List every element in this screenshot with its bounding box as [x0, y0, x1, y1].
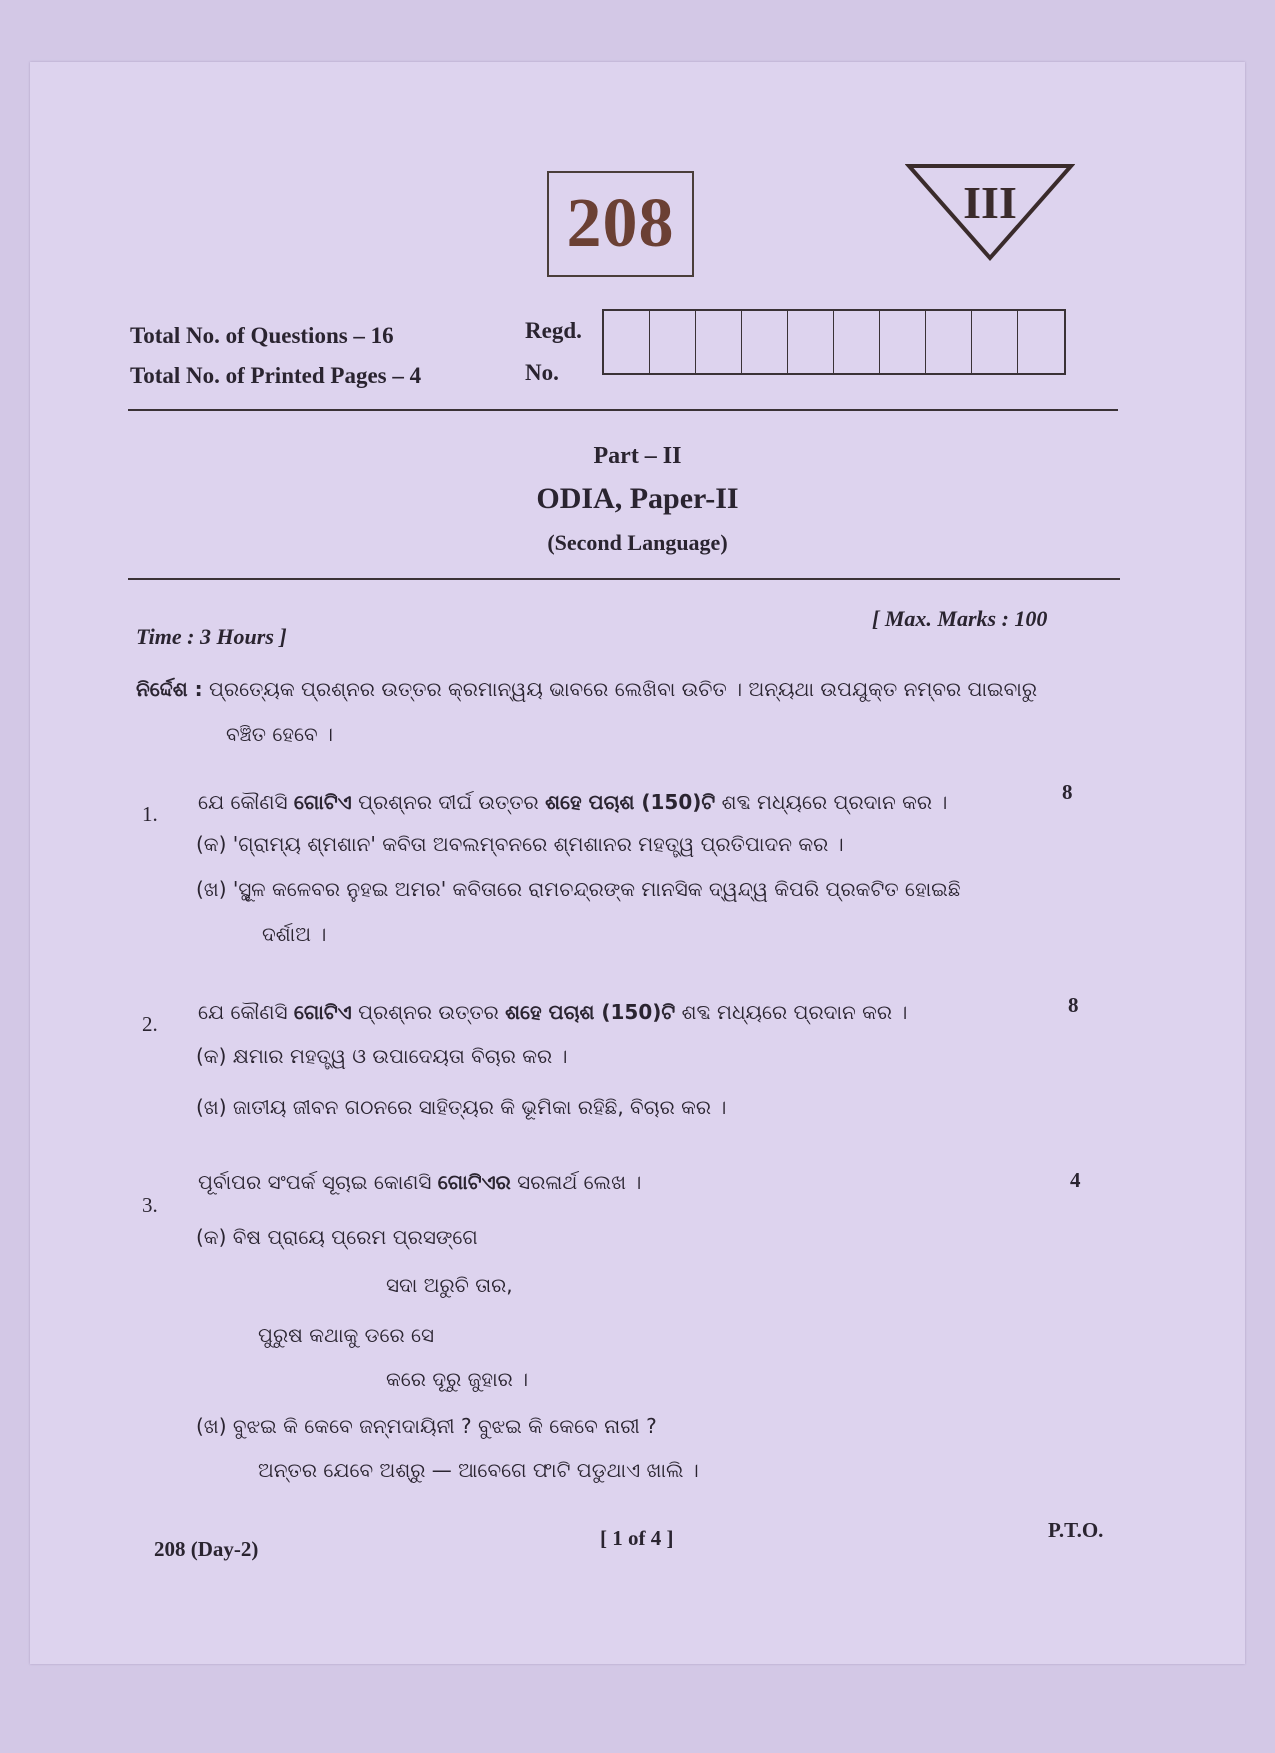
instruction-text: ପ୍ରତ୍ୟେକ ପ୍ରଶ୍ନର ଉତ୍ତର କ୍ରମାନ୍ୱୟ ଭାବରେ ଲେଖିବା ଉଚିତ । ଅନ୍ୟଥା ଉପଯୁକ୍ତ ନମ୍ବର ପାଇବାରୁ — [208, 677, 1038, 701]
question-number: 1. — [142, 802, 158, 826]
regd-label: Regd. — [525, 318, 582, 343]
question-number: 2. — [142, 1012, 158, 1036]
verse-kha-line: (ଖ) ବୁଝଇ କି କେବେ ଜନ୍ମଦାୟିନୀ ? ବୁଝଇ କି କେବେ ନାରୀ ? — [196, 1414, 657, 1438]
regd-number-grid[interactable] — [602, 309, 1066, 375]
regd-digit-box[interactable] — [742, 311, 788, 373]
option-ka: (କ) କ୍ଷମାର ମହତ୍ତ୍ୱ ଓ ଉପାଦେୟତା ବିଚାର କର । — [196, 1044, 568, 1068]
verse-ka-line: ସଦା ଅରୁଚି ତାର, — [386, 1273, 513, 1297]
divider — [128, 409, 1118, 411]
time-allowed: Time : 3 Hours ] — [136, 624, 287, 649]
instruction-text-cont: ବଞ୍ଚିତ ହେବେ । — [226, 722, 334, 746]
regd-digit-box[interactable] — [696, 311, 742, 373]
regd-digit-box[interactable] — [972, 311, 1018, 373]
stem-text: ଶବ୍ଦ ମଧ୍ୟରେ ପ୍ରଦାନ କର । — [675, 1000, 908, 1024]
total-questions: Total No. of Questions – 16 — [130, 323, 394, 348]
regd-digit-box[interactable] — [650, 311, 696, 373]
stem-text: ଯେ କୌଣସି — [198, 790, 294, 814]
page-indicator: [ 1 of 4 ] — [600, 1526, 674, 1550]
paper-code: 208 — [566, 185, 675, 262]
regd-digit-box[interactable] — [788, 311, 834, 373]
stem-emphasis: ଗୋଟିଏର — [437, 1170, 511, 1194]
stem-text: ଶବ୍ଦ ମଧ୍ୟରେ ପ୍ରଦାନ କର । — [715, 790, 948, 814]
stem-emphasis: ଗୋଟିଏ — [293, 1000, 352, 1024]
option-kha: (ଖ) 'ସ୍ଥୂଳ କଳେବର ନୁହଇ ଅମର' କବିତାରେ ରାମଚନ୍ଦ୍ରଙ୍କ ମାନସିକ ଦ୍ୱନ୍ଦ୍ୱ କିପରି ପ୍ରକଟିତ ହୋଇଛି — [196, 877, 961, 901]
option-ka: (କ) 'ଗ୍ରାମ୍ୟ ଶ୍ମଶାନ' କବିତା ଅବଲମ୍ବନରେ ଶ୍ମଶାନର ମହତ୍ତ୍ୱ ପ୍ରତିପାଦନ କର । — [196, 832, 844, 856]
question-marks: 4 — [1070, 1168, 1081, 1192]
pto-label: P.T.O. — [1048, 1518, 1104, 1542]
verse-kha-line: ଅନ୍ତର ଯେବେ ଅଶ୍ରୁ — ଆବେଗେ ଫାଟି ପଡୁଥାଏ ଖାଲି । — [258, 1458, 699, 1482]
stem-text: ଯେ କୌଣସି — [198, 1000, 294, 1024]
stem-text: ପୂର୍ବାପର ସଂପର୍କ ସୂଚାଇ କୋଣସି — [198, 1170, 438, 1194]
footer-code: 208 (Day-2) — [154, 1537, 259, 1561]
stem-emphasis: ଶହେ ପଚାଶ (150)ଟି — [505, 1000, 676, 1024]
language-subtitle: (Second Language) — [547, 530, 728, 555]
question-stem — [198, 1170, 641, 1194]
stem-text: ପ୍ରଶ୍ନର ଦୀର୍ଘ ଉତ୍ତର — [351, 790, 546, 814]
question-number: 3. — [142, 1193, 158, 1217]
regd-digit-box[interactable] — [1018, 311, 1064, 373]
regd-digit-box[interactable] — [834, 311, 880, 373]
stem-emphasis: ଗୋଟିଏ — [293, 790, 352, 814]
subject-title: ODIA, Paper-II — [536, 482, 739, 515]
stem-emphasis: ଶହେ ପଚାଶ (150)ଟି — [545, 790, 716, 814]
question-stem — [198, 1000, 907, 1024]
question-marks: 8 — [1068, 993, 1079, 1017]
stem-text: ସରଳାର୍ଥ ଲେଖ । — [510, 1170, 642, 1194]
regd-digit-box[interactable] — [604, 311, 650, 373]
question-marks: 8 — [1062, 780, 1073, 804]
stem-text: ପ୍ରଶ୍ନର ଉତ୍ତର — [351, 1000, 506, 1024]
divider — [128, 578, 1120, 580]
regd-no-label: No. — [525, 360, 559, 385]
set-mark: III — [963, 177, 1017, 228]
regd-digit-box[interactable] — [926, 311, 972, 373]
part-title: Part – II — [593, 443, 682, 469]
verse-ka-line: ପୁରୁଷ କଥାକୁ ଡରେ ସେ — [258, 1323, 435, 1347]
regd-digit-box[interactable] — [880, 311, 926, 373]
instruction — [136, 677, 1037, 701]
question-stem — [198, 790, 947, 814]
option-kha: (ଖ) ଜାତୀୟ ଜୀବନ ଗଠନରେ ସାହିତ୍ୟର କି ଭୂମିକା ରହିଛି, ବିଚାର କର । — [196, 1095, 727, 1119]
paper-code-box — [547, 171, 694, 277]
instruction-label: ନିର୍ଦ୍ଦେଶ : — [136, 677, 203, 701]
set-mark-triangle — [905, 162, 1075, 262]
verse-ka-line: କରେ ଦୂରୁ ଜୁହାର । — [386, 1367, 529, 1391]
verse-ka-line: (କ) ବିଷ ପ୍ରାୟେ ପ୍ରେମ ପ୍ରସଙ୍ଗେ — [196, 1225, 478, 1249]
max-marks: [ Max. Marks : 100 — [872, 606, 1048, 631]
option-kha-cont: ଦର୍ଶାଅ । — [262, 922, 327, 946]
total-pages: Total No. of Printed Pages – 4 — [130, 363, 422, 388]
